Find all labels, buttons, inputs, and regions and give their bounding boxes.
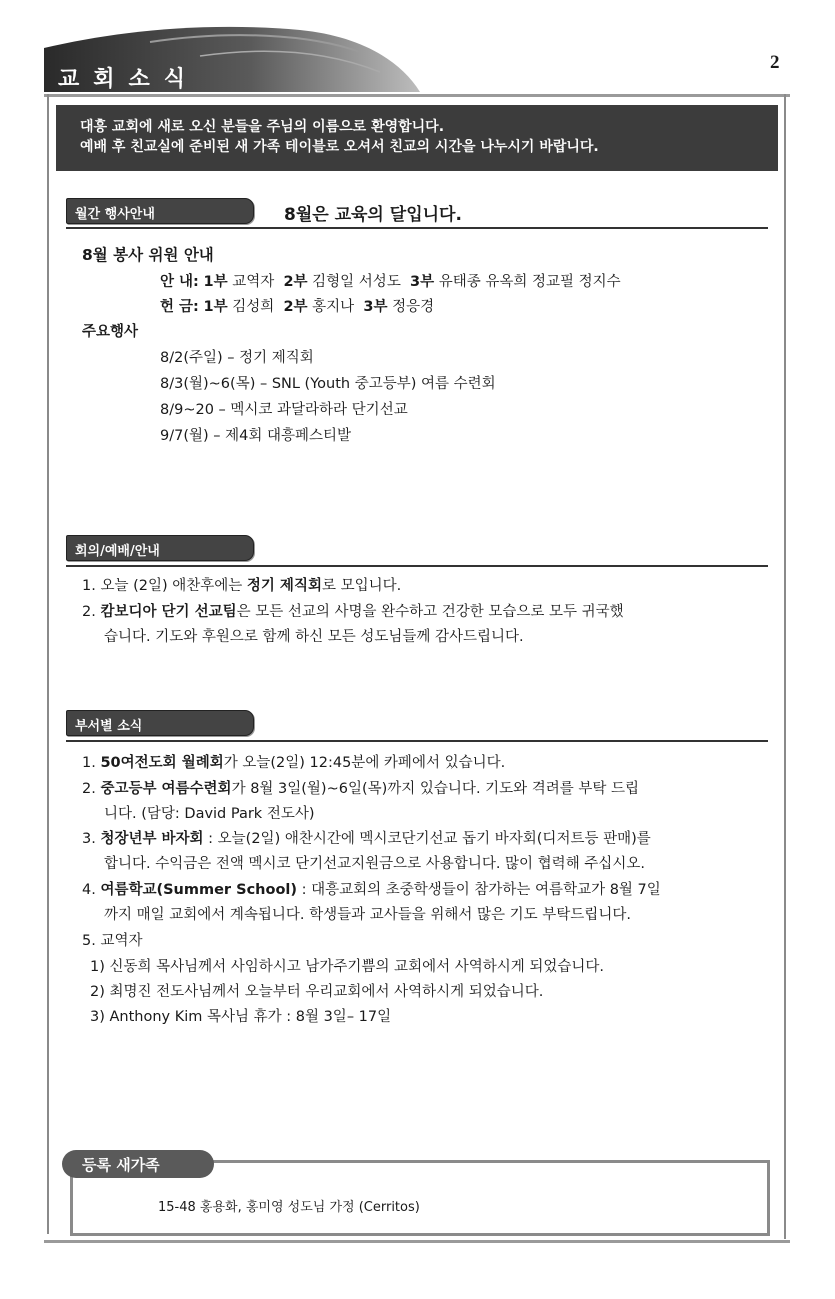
monthly-headline: 8월은 교육의 달입니다. [284, 205, 462, 225]
section-rule [66, 227, 768, 229]
dept-sub-2: 2) 최명진 전도사님께서 오늘부터 우리교회에서 사역하시게 되었습니다. [90, 984, 544, 1000]
item-bold: 50여전도회 월례회 [100, 755, 224, 771]
usher-n3: 유태종 유옥희 정교필 정지수 [438, 274, 621, 290]
section-tab-registration: 등록 새가족 [62, 1150, 214, 1178]
dept-item-3 [82, 827, 651, 848]
meeting-item-2-cont: 습니다. 기도와 후원으로 함께 하신 모든 성도님들께 감사드립니다. [104, 629, 524, 645]
item-bold: 정기 제직회 [246, 578, 322, 594]
item-text: 1. [82, 755, 101, 771]
dept-sub-1: 1) 신동희 목사님께서 사임하시고 남가주기쁨의 교회에서 사역하시게 되었습니다. [90, 959, 604, 975]
usher-line [160, 270, 621, 291]
item-bold: 여름학교(Summer School) [100, 882, 298, 898]
dept-item-2-cont: 니다. (담당: David Park 전도사) [104, 806, 315, 822]
dept-item-4-cont: 까지 매일 교회에서 계속됩니다. 학생들과 교사들을 위해서 많은 기도 부탁드립니다. [104, 907, 631, 923]
offering-n3: 정응경 [392, 299, 435, 315]
frame-top-line [44, 94, 790, 97]
welcome-line-2: 예배 후 친교실에 준비된 새 가족 테이블로 오셔서 친교의 시간을 나누시기 바랍니다. [80, 139, 599, 155]
usher-p3: 3부 [410, 274, 435, 290]
frame-right-line [784, 94, 786, 1239]
events-title: 주요행사 [82, 324, 139, 340]
meeting-item-2 [82, 600, 624, 621]
offering-p3: 3부 [363, 299, 388, 315]
section-tab-dept: 부서별 소식 [66, 710, 254, 736]
frame-left-line [47, 94, 49, 1234]
usher-p2: 2부 [283, 274, 308, 290]
usher-label: 안 내: [160, 274, 199, 290]
offering-n2: 홍지나 [312, 299, 355, 315]
offering-label: 헌 금: [160, 299, 199, 315]
item-text: : 대흥교회의 초중학생들이 참가하는 여름학교가 8월 7일 [297, 882, 661, 898]
dept-item-3-cont: 합니다. 수익금은 전액 멕시코 단기선교지원금으로 사용합니다. 많이 협력해 주십시오. [104, 856, 645, 872]
welcome-line-1: 대흥 교회에 새로 오신 분들을 주님의 이름으로 환영합니다. [80, 119, 445, 135]
section-rule [66, 740, 768, 742]
section-tab-meeting: 회의/예배/안내 [66, 535, 254, 561]
item-bold: 중고등부 여름수련회 [100, 781, 232, 797]
offering-line [160, 295, 434, 316]
item-text: 3. [82, 831, 101, 847]
item-text: : 오늘(2일) 애찬시간에 멕시코단기선교 돕기 바자회(디저트등 판매)를 [203, 831, 651, 847]
item-text: 2. [82, 781, 101, 797]
offering-n1: 김성희 [232, 299, 275, 315]
offering-p2: 2부 [283, 299, 308, 315]
dept-item-2 [82, 777, 639, 798]
dept-item-4 [82, 878, 661, 899]
item-bold: 청장년부 바자회 [100, 831, 204, 847]
registration-entry: 15-48 홍용화, 홍미영 성도님 가정 (Cerritos) [158, 1200, 420, 1215]
frame-bottom-line [44, 1240, 790, 1243]
section-tab-monthly: 월간 행사안내 [66, 198, 254, 224]
offering-p1: 1부 [203, 299, 228, 315]
welcome-banner [56, 105, 778, 171]
event-item: 8/3(월)~6(목) – SNL (Youth 중고등부) 여름 수련회 [160, 376, 496, 392]
item-text: 가 오늘(2일) 12:45분에 카페에서 있습니다. [223, 755, 506, 771]
volunteers-title: 8월 봉사 위원 안내 [82, 246, 214, 264]
item-text: 가 8월 3일(월)~6일(목)까지 있습니다. 기도와 격려를 부탁 드립 [231, 781, 640, 797]
dept-item-1 [82, 751, 505, 772]
usher-n2: 김형일 서성도 [312, 274, 401, 290]
event-item: 8/9~20 – 멕시코 과달라하라 단기선교 [160, 402, 408, 418]
usher-p1: 1부 [203, 274, 228, 290]
page-title: 교회소식 [58, 66, 200, 92]
dept-sub-3: 3) Anthony Kim 목사님 휴가 : 8월 3일– 17일 [90, 1009, 392, 1025]
item-text: 4. [82, 882, 101, 898]
item-text: 1. 오늘 (2일) 애찬후에는 [82, 578, 247, 594]
page-number: 2 [770, 52, 780, 73]
event-item: 8/2(주일) – 정기 제직회 [160, 350, 314, 366]
dept-item-5: 5. 교역자 [82, 933, 143, 949]
item-text: 은 모든 선교의 사명을 완수하고 건강한 모습으로 모두 귀국했 [236, 604, 624, 620]
event-item: 9/7(월) – 제4회 대흥페스티발 [160, 428, 352, 444]
meeting-item-1 [82, 574, 401, 595]
item-text: 2. [82, 604, 101, 620]
item-text: 로 모입니다. [321, 578, 402, 594]
item-bold: 캄보디아 단기 선교팀 [100, 604, 237, 620]
section-rule [66, 565, 768, 567]
usher-n1: 교역자 [232, 274, 275, 290]
